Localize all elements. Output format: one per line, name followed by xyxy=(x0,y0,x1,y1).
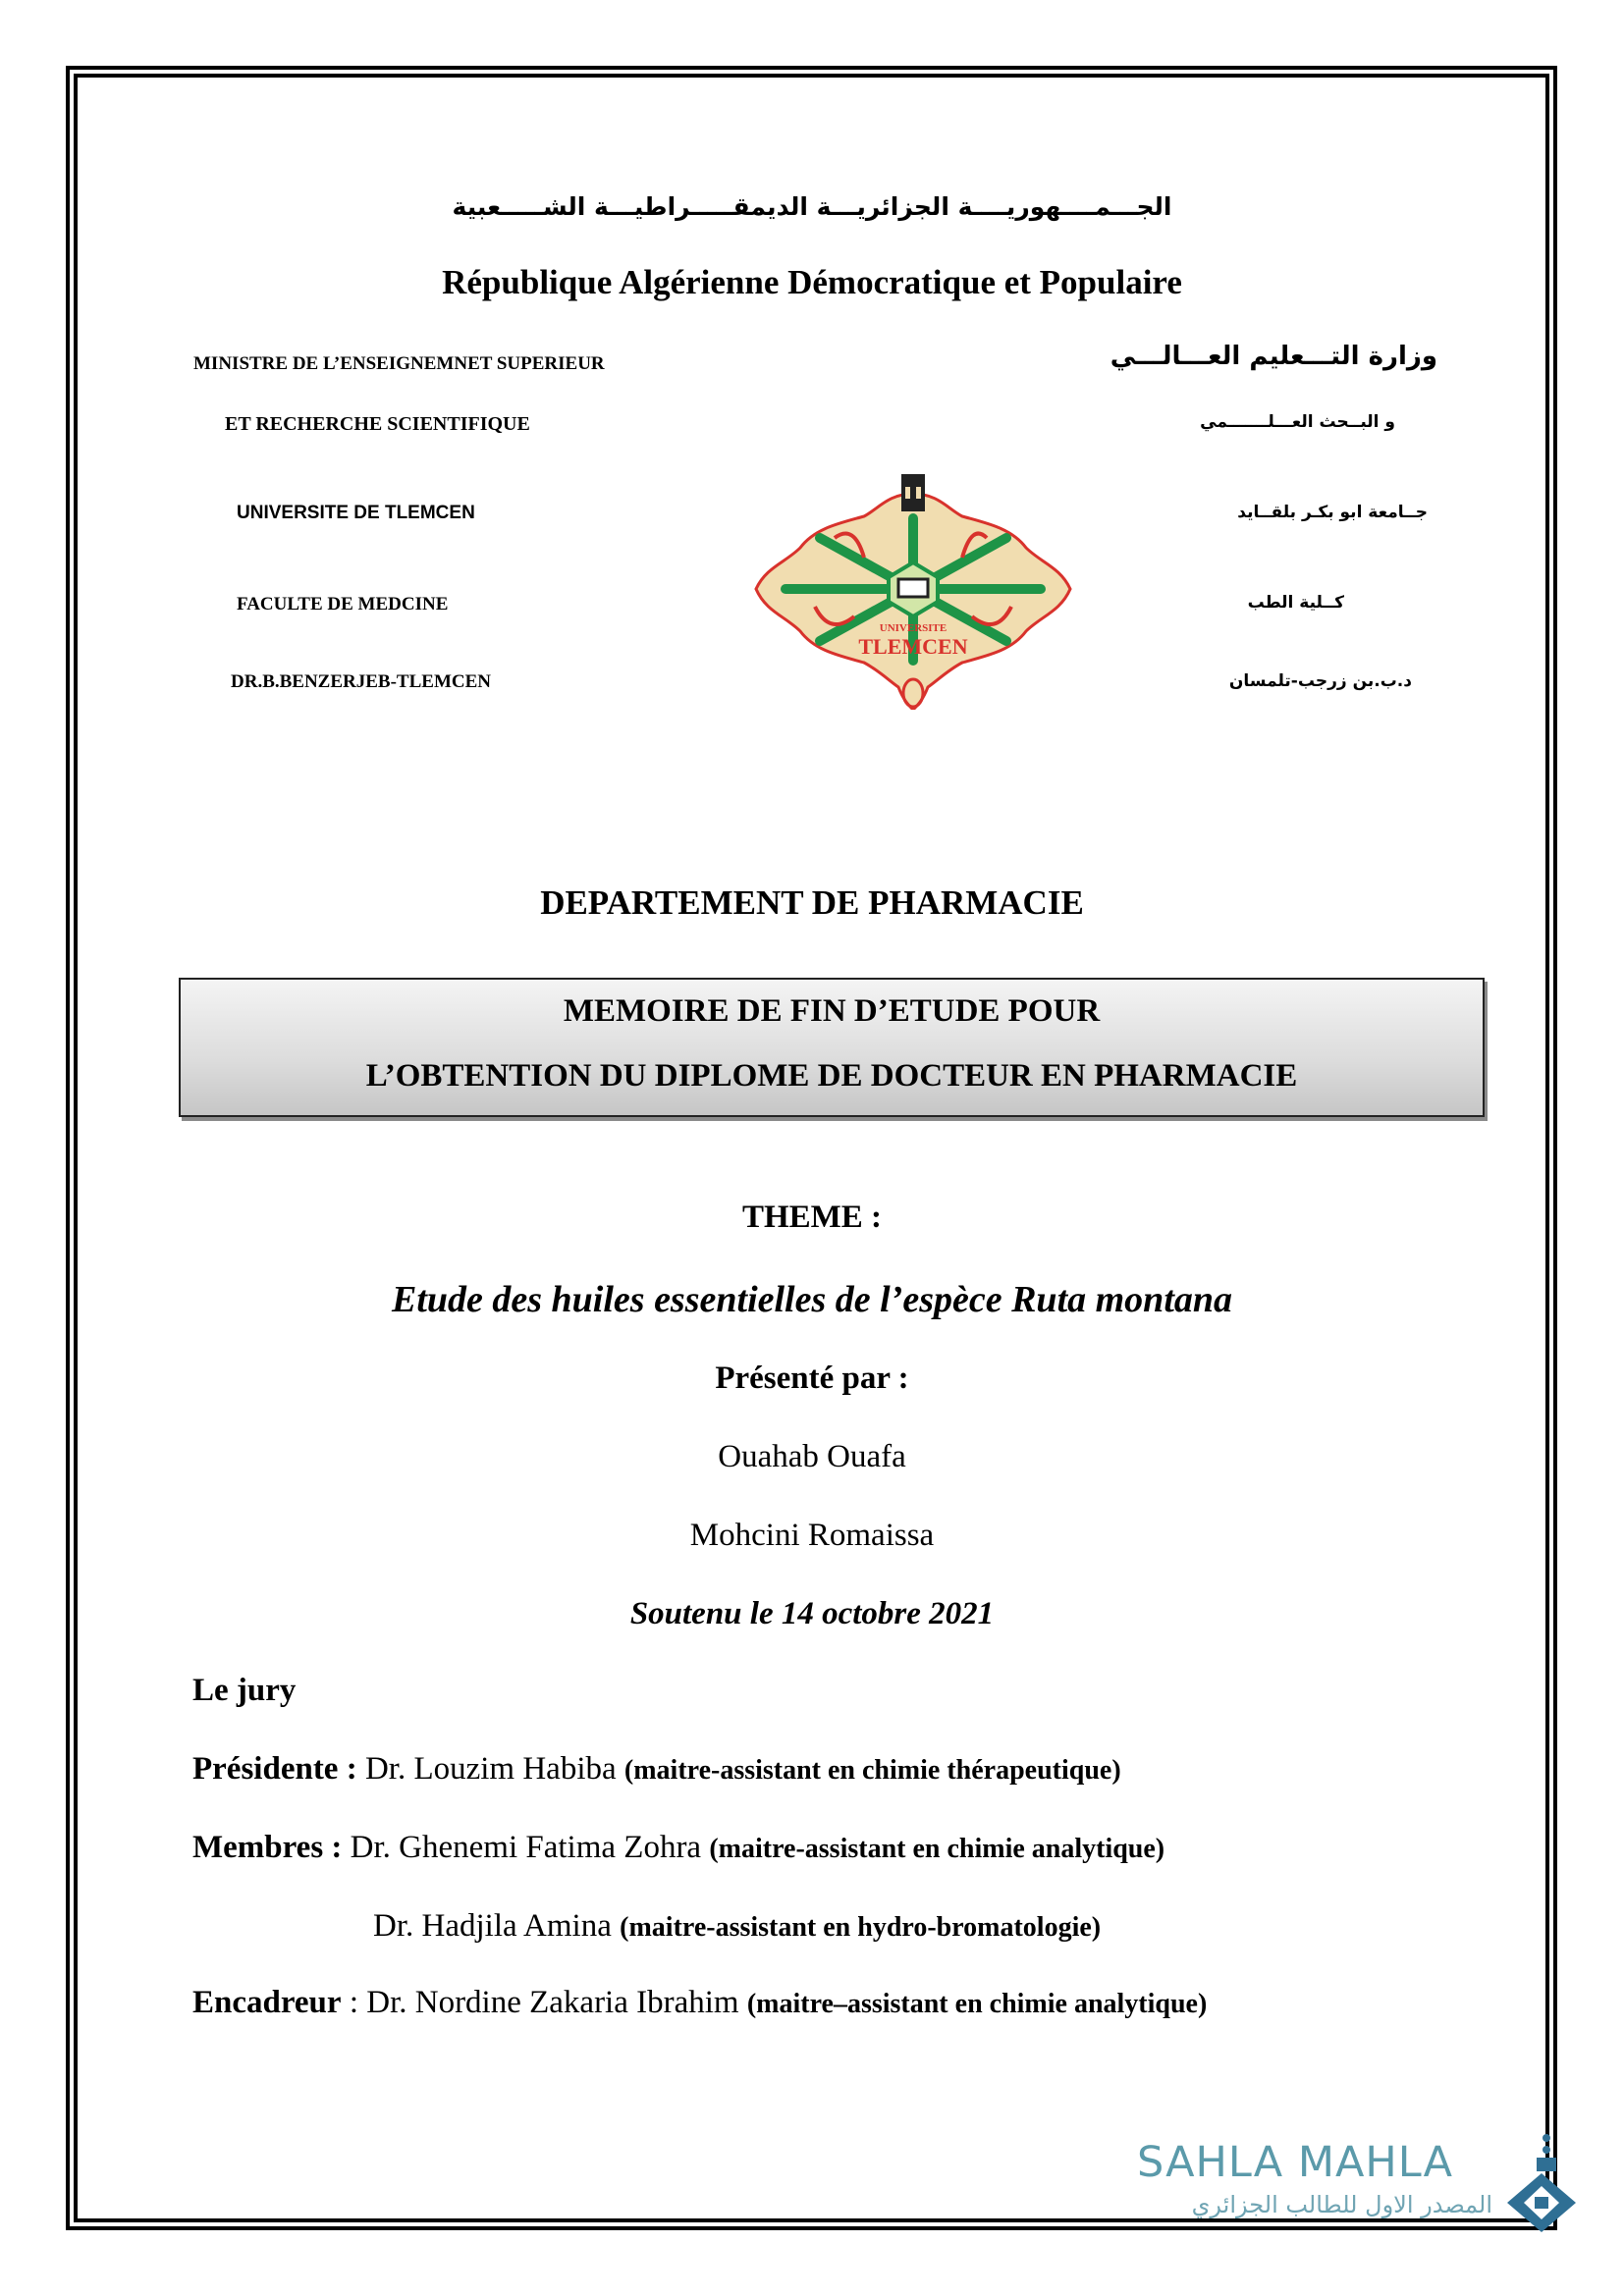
jury-title: Le jury xyxy=(192,1673,297,1708)
jury-member-2 xyxy=(373,1908,1101,1945)
faculty-name-ar: د.ب.بن زرجب-تلمسان xyxy=(1228,671,1412,691)
jury-name: : Dr. Nordine Zakaria Ibrahim xyxy=(341,1985,747,2020)
jury-role: Présidente : xyxy=(192,1751,357,1787)
jury-name: Dr. Louzim Habiba xyxy=(356,1751,624,1787)
faculty-name-fr: DR.B.BENZERJEB-TLEMCEN xyxy=(231,671,491,692)
author-1: Ouahab Ouafa xyxy=(718,1439,906,1474)
ministry-line2-fr: ET RECHERCHE SCIENTIFIQUE xyxy=(225,413,530,435)
memoire-line-2: L’OBTENTION DU DIPLOME DE DOCTEUR EN PHARMACIE xyxy=(365,1058,1298,1094)
jury-president xyxy=(192,1751,1121,1788)
jury-rank: (maitre–assistant en chimie analytique) xyxy=(746,1989,1208,2019)
sahla-mahla-logo-icon xyxy=(1502,2132,1576,2240)
svg-text:UNIVERSITE: UNIVERSITE xyxy=(879,622,947,634)
jury-rank: (maitre-assistant en chimie thérapeutique) xyxy=(623,1755,1121,1786)
sahla-mahla-watermark xyxy=(1129,2130,1542,2228)
jury-supervisor xyxy=(192,1985,1207,2021)
french-republic-title: République Algérienne Démocratique et Populaire xyxy=(442,263,1182,301)
jury-rank: (maitre-assistant en hydro-bromatologie) xyxy=(620,1912,1102,1943)
presented-by-label: Présenté par : xyxy=(715,1361,909,1396)
jury-name: Dr. Ghenemi Fatima Zohra xyxy=(342,1830,710,1865)
jury-member-1 xyxy=(192,1830,1164,1866)
jury-role: Encadreur xyxy=(192,1985,342,2020)
thesis-subject: Etude des huiles essentielles de l’espèce Ruta montana xyxy=(391,1279,1233,1320)
watermark-tagline: المصدر الاول للطالب الجزائري xyxy=(1191,2191,1492,2218)
jury-rank: (maitre-assistant en chimie analytique) xyxy=(709,1834,1165,1864)
svg-text:TLEMCEN: TLEMCEN xyxy=(858,634,968,659)
jury-name: Dr. Hadjila Amina xyxy=(373,1908,621,1944)
faculty-fr: FACULTE DE MEDCINE xyxy=(237,594,449,614)
defense-date: Soutenu le 14 octobre 2021 xyxy=(629,1596,995,1631)
memoire-line-1: MEMOIRE DE FIN D’ETUDE POUR xyxy=(563,993,1101,1029)
memoire-title-box xyxy=(179,978,1485,1117)
faculty-ar: كــلية الطب xyxy=(1247,593,1344,613)
author-2: Mohcini Romaissa xyxy=(689,1518,935,1553)
page-border-inner xyxy=(74,74,1549,2222)
university-fr: UNIVERSITE DE TLEMCEN xyxy=(237,503,475,523)
arabic-republic-title: الجـــمــــهوريــــة الجزائريـــة الديمقـــــراطيـــة الشـــــعبية xyxy=(452,192,1172,221)
jury-role: Membres : xyxy=(192,1830,343,1865)
theme-label: THEME : xyxy=(741,1200,883,1235)
university-logo xyxy=(746,469,1080,710)
department-title: DEPARTEMENT DE PHARMACIE xyxy=(540,883,1084,922)
ministry-line1-fr: MINISTRE DE L’ENSEIGNEMNET SUPERIEUR xyxy=(193,353,605,374)
university-ar: جــامعة ابو بكـر بلقــايد xyxy=(1237,503,1428,522)
ministry-line1-ar: وزارة التـــعليم العـــالـــي xyxy=(1110,342,1437,371)
watermark-brand: SAHLA MAHLA xyxy=(1137,2138,1454,2187)
ministry-line2-ar: و البــحث العـــلـــــــمي xyxy=(1200,412,1395,432)
